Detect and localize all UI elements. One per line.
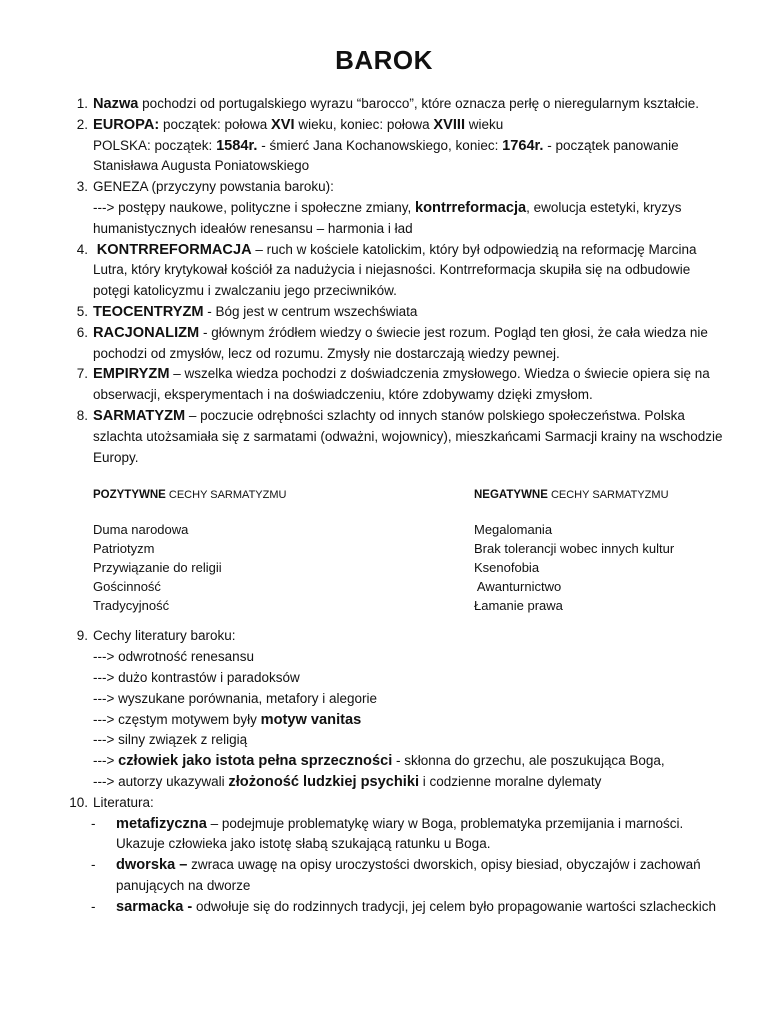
bold-term: EUROPA:	[93, 116, 160, 133]
bold-term: KONTRREFORMACJA	[96, 241, 252, 258]
text-span: CECHY SARMATYZMU	[165, 489, 287, 502]
bold-term: 1764r.	[502, 137, 544, 154]
item-text	[93, 198, 726, 240]
item-number: 5.	[76, 303, 88, 319]
item-text: GENEZA (przyczyny powstania baroku):	[93, 179, 334, 195]
text-span: --->	[93, 753, 119, 769]
item-text: Cechy literatury baroku:	[93, 628, 236, 644]
negative-trait: Awanturnictwo	[474, 579, 562, 595]
dash-item-dworska	[66, 855, 726, 897]
item-number: 10.	[69, 794, 88, 810]
positive-trait: Duma narodowa	[93, 522, 189, 538]
negative-trait: Łamanie prawa	[474, 598, 563, 614]
bold-term: kontrreformacja	[415, 199, 527, 216]
list-item-8	[66, 406, 726, 468]
positive-traits-header	[93, 486, 286, 520]
item-text	[116, 897, 726, 918]
negative-traits-column	[474, 486, 674, 615]
bold-term: RACJONALIZM	[93, 324, 200, 341]
text-span: zwraca uwagę na opisy uroczystości dworskich, opisy biesiad, obyczajów i zachowań panujących na dworze	[116, 857, 701, 893]
spacer	[66, 468, 726, 486]
dash-bullet: -	[91, 857, 96, 873]
sub-line	[93, 710, 726, 731]
text-span: - śmierć Jana Kochanowskiego, koniec:	[257, 137, 503, 153]
positive-trait: Tradycyjność	[93, 598, 170, 614]
item-text	[93, 302, 726, 323]
text-span: - głównym źródłem wiedzy o świecie jest rozum. Pogląd ten głosi, że cała wiedza nie pochodzi od zmysłów, lecz od rozumu. Zmysły nie dostarczają wiedzy pewnej.	[93, 324, 708, 361]
item-text	[93, 323, 726, 365]
text-span: – ruch w kościele katolickim, który był odpowiedzią na reformację Marcina Lutra, który krytykował kościół za nadużycia i niejasności. Kontrreformacja skupiła się na odbudowie potęgi katolicyzmu i zwalczaniu jego przeciwników.	[93, 241, 697, 299]
bold-term: Nazwa	[93, 96, 139, 112]
text-span: - początek panowanie Stanisława Augusta Poniatowskiego	[93, 137, 679, 174]
negative-trait: Megalomania	[474, 522, 553, 538]
bold-term: metafizyczna	[116, 815, 207, 832]
list-item-10	[66, 793, 726, 814]
bold-term: 1584r.	[216, 137, 258, 154]
list-item-1	[66, 94, 726, 115]
text-span: początek: połowa	[159, 116, 272, 132]
list-item-6	[66, 323, 726, 365]
item-number: 2.	[76, 116, 88, 132]
sub-line	[93, 751, 726, 772]
sub-line: ---> silny związek z religią	[93, 732, 248, 748]
text-span: , ewolucja estetyki, kryzys humanistycznych ideałów renesansu – harmonia i ład	[93, 199, 682, 236]
item-number: 1.	[76, 96, 88, 111]
text-span: - Bóg jest w centrum wszechświata	[203, 303, 418, 319]
sub-line	[93, 772, 726, 793]
text-span: CECHY SARMATYZMU	[547, 489, 669, 502]
item-text	[93, 136, 726, 178]
sub-line: ---> wyszukane porównania, metafory i alegorie	[93, 690, 378, 706]
bold-term: złożoność ludzkiej psychiki	[228, 773, 419, 790]
positive-trait: Gościnność	[93, 579, 161, 595]
negative-trait: Ksenofobia	[474, 560, 540, 576]
dash-item-metafizyczna	[66, 814, 726, 856]
item-text: Literatura:	[93, 794, 154, 810]
item-text	[93, 406, 726, 468]
bold-term: dworska –	[116, 857, 188, 874]
text-span: POLSKA: początek:	[93, 137, 217, 153]
text-span: wieku, koniec: połowa	[294, 116, 434, 132]
text-span: – poczucie odrębności szlachty od innych stanów polskiego społeczeństwa. Polska szlachta utożsamiała się z sarmatami (odważni, wojownicy), mieszkańcami Sarmacji krainy na wschodzie Europy.	[93, 407, 723, 465]
bold-term: POZYTYWNE	[93, 489, 166, 502]
text-span: - skłonna do grzechu, ale poszukująca Boga,	[392, 753, 665, 769]
positive-trait: Przywiązanie do religii	[93, 560, 222, 576]
list-item-5	[66, 302, 726, 323]
negative-traits-header	[474, 486, 674, 520]
item-number: 8.	[76, 407, 88, 423]
numbered-list	[66, 94, 726, 918]
text-span: odwołuje się do rodzinnych tradycji, jej celem było propagowanie wartości szlacheckich	[192, 898, 717, 914]
bold-term: SARMATYZM	[93, 407, 186, 424]
list-item-3	[66, 177, 726, 239]
dash-bullet: -	[91, 898, 96, 914]
bold-term: sarmacka -	[116, 898, 193, 915]
text-span: ---> częstym motywem były	[93, 711, 261, 727]
text-span: pochodzi od portugalskiego wyrazu “barocco”, które oznacza perłę o nieregularnym kształcie.	[138, 96, 699, 111]
list-item-7	[66, 364, 726, 406]
bold-term: NEGATYWNE	[474, 489, 548, 502]
item-text	[116, 814, 726, 856]
bold-term: motyw vanitas	[260, 711, 362, 728]
positive-traits-column	[93, 486, 286, 615]
item-number: 7.	[76, 366, 88, 382]
sarmatyzm-traits-table	[66, 486, 726, 626]
item-number: 9.	[76, 628, 88, 644]
list-item-4	[66, 240, 726, 302]
bold-term: człowiek jako istota pełna sprzeczności	[118, 753, 393, 770]
dash-item-sarmacka	[66, 897, 726, 918]
bold-term: EMPIRYZM	[93, 366, 170, 383]
text-span: – podejmuje problematykę wiary w Boga, problematyka przemijania i marności. Ukazuje człowieka jako istotę słabą szukającą ratunku u Boga.	[116, 815, 684, 852]
document-title: BAROK	[335, 45, 433, 75]
item-number: 3.	[76, 179, 88, 195]
positive-trait: Patriotyzm	[93, 541, 155, 557]
text-span: – wszelka wiedza pochodzi z doświadczenia zmysłowego. Wiedza o świecie opiera się na obserwacji, eksperymentach i na doświadczeniu, które zdobywamy dzięki zmysłom.	[93, 366, 710, 403]
negative-trait: Brak tolerancji wobec innych kultur	[474, 541, 675, 557]
text-span: ---> postępy naukowe, polityczne i społeczne zmiany,	[93, 199, 416, 215]
item-text	[116, 855, 726, 897]
bold-term: XVI	[271, 116, 295, 133]
item-text	[93, 240, 726, 302]
item-text	[93, 115, 726, 136]
item-text	[93, 364, 726, 406]
sub-line: ---> dużo kontrastów i paradoksów	[93, 669, 300, 685]
item-text	[93, 94, 726, 115]
bold-term: TEOCENTRYZM	[93, 303, 204, 320]
list-item-2	[66, 115, 726, 177]
item-number: 6.	[76, 324, 88, 340]
dash-bullet: -	[91, 815, 96, 831]
text-span: ---> autorzy ukazywali	[93, 773, 229, 789]
list-item-9	[66, 626, 726, 792]
text-span: wieku	[465, 116, 504, 132]
item-number: 4.	[76, 241, 88, 257]
sub-line: ---> odwrotność renesansu	[93, 649, 254, 665]
bold-term: XVIII	[433, 116, 466, 133]
text-span: i codzienne moralne dylematy	[419, 773, 602, 789]
